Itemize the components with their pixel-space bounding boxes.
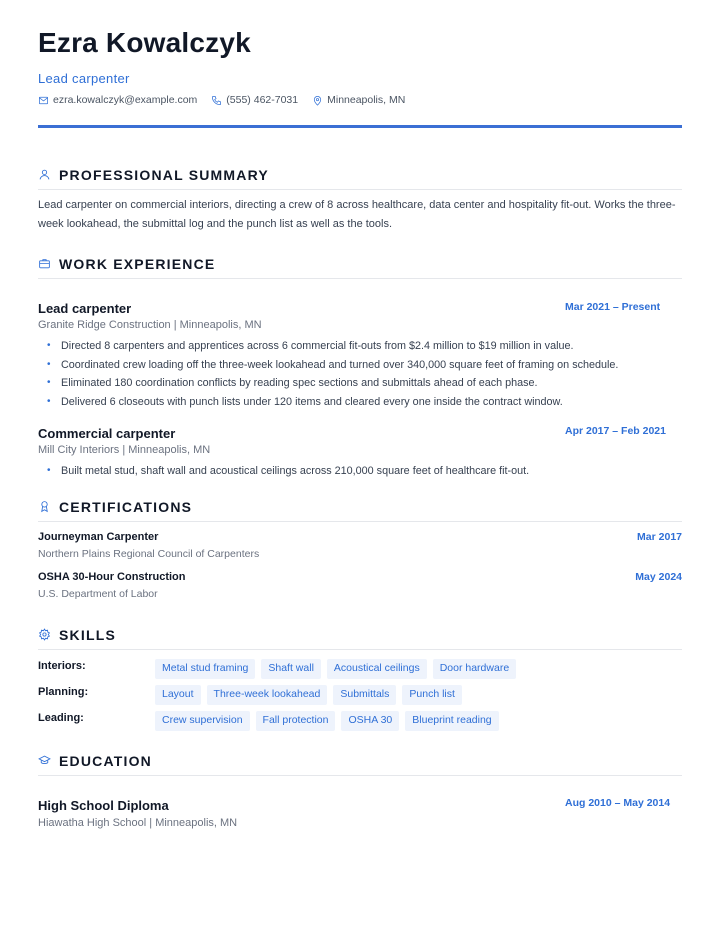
section-heading-education	[38, 753, 682, 776]
skill-tag: Submittals	[333, 685, 396, 705]
degree-title: High School Diploma	[38, 798, 169, 813]
job-title: Commercial carpenter	[38, 426, 176, 441]
header-divider	[38, 125, 682, 128]
contact-phone[interactable]	[211, 94, 298, 106]
bullet-item: • Built metal stud, shaft wall and acoustical ceilings across 210,000 square feet of healthcare fit-out.	[47, 465, 530, 477]
bullet-item: • Delivered 6 closeouts with punch lists under 120 items and cleared every one inside the contract window.	[47, 396, 563, 409]
job-title: Lead carpenter	[38, 301, 132, 316]
skill-row	[38, 685, 682, 707]
skill-tag: OSHA 30	[341, 711, 399, 731]
bullet-item: • Directed 8 carpenters and apprentices across 6 commercial fit-outs from $2.4 million to $19 million in value.	[47, 340, 574, 352]
section-title: PROFESSIONAL SUMMARY	[59, 167, 269, 183]
section-title: WORK EXPERIENCE	[59, 256, 216, 272]
cert-name: Journeyman Carpenter	[38, 531, 159, 543]
skill-tag: Fall protection	[256, 711, 336, 731]
cert-org: U.S. Department of Labor	[38, 588, 158, 600]
job-company: Granite Ridge Construction | Minneapolis, MN	[38, 319, 262, 331]
section-heading-skills	[38, 627, 682, 650]
phone-icon	[211, 95, 222, 106]
summary-text: Lead carpenter on commercial interiors, directing a crew of 8 across healthcare, data center and hospitality fit-out. Works the three-week lookahead, the submittal log and the punch list as well as the tools.	[38, 199, 676, 230]
skill-tag: Three-week lookahead	[207, 685, 328, 705]
gear-icon	[38, 628, 52, 642]
bullet-item: • Coordinated crew loading off the three-week lookahead and turned over 340,000 square feet of framing on schedule.	[47, 358, 619, 371]
section-title: SKILLS	[59, 627, 116, 643]
job-company: Mill City Interiors | Minneapolis, MN	[38, 444, 211, 456]
contact-location	[312, 94, 405, 106]
job-bullets	[38, 462, 682, 481]
skill-tag: Crew supervision	[155, 711, 250, 731]
location-text: Minneapolis, MN	[327, 94, 406, 106]
skill-tag: Door hardware	[433, 659, 516, 679]
section-heading-certifications	[38, 499, 682, 522]
cert-name: OSHA 30-Hour Construction	[38, 571, 186, 583]
graduation-cap-icon	[38, 754, 52, 768]
user-icon	[38, 168, 52, 182]
skill-tag: Shaft wall	[261, 659, 321, 679]
phone-text: (555) 462-7031	[226, 94, 299, 106]
contact-line	[38, 94, 419, 106]
email-text: ezra.kowalczyk@example.com	[53, 94, 198, 106]
briefcase-icon	[38, 257, 52, 271]
skill-row	[38, 659, 682, 681]
skill-tags	[155, 659, 522, 679]
skill-tags	[155, 685, 468, 705]
section-heading-experience	[38, 256, 682, 279]
section-title: CERTIFICATIONS	[59, 499, 193, 515]
candidate-role: Lead carpenter	[38, 71, 130, 86]
award-icon	[38, 500, 52, 514]
map-pin-icon	[312, 95, 323, 106]
skill-tags	[155, 711, 505, 731]
skill-tag: Blueprint reading	[405, 711, 498, 731]
skill-tag: Acoustical ceilings	[327, 659, 427, 679]
skill-tag: Punch list	[402, 685, 462, 705]
skill-row	[38, 711, 682, 733]
skill-label: Interiors:	[38, 660, 86, 672]
skill-tag: Layout	[155, 685, 201, 705]
job-bullets	[38, 337, 682, 412]
section-heading-summary	[38, 167, 682, 190]
education-dates: Aug 2010 – May 2014	[565, 797, 671, 809]
cert-date: Mar 2017	[637, 531, 682, 543]
school-name: Hiawatha High School | Minneapolis, MN	[38, 817, 238, 829]
section-title: EDUCATION	[59, 753, 152, 769]
skill-label: Planning:	[38, 686, 89, 698]
bullet-item: • Eliminated 180 coordination conflicts by reading spec sections and submittals ahead of each phase.	[47, 377, 538, 390]
candidate-name: Ezra Kowalczyk	[38, 27, 251, 58]
cert-org: Northern Plains Regional Council of Carpenters	[38, 548, 260, 560]
job-dates: Apr 2017 – Feb 2021	[565, 425, 666, 437]
mail-icon	[38, 95, 49, 106]
cert-date: May 2024	[635, 571, 682, 583]
job-dates: Mar 2021 – Present	[565, 301, 661, 313]
skill-tag: Metal stud framing	[155, 659, 255, 679]
contact-email[interactable]	[38, 94, 197, 106]
skill-label: Leading:	[38, 712, 84, 724]
